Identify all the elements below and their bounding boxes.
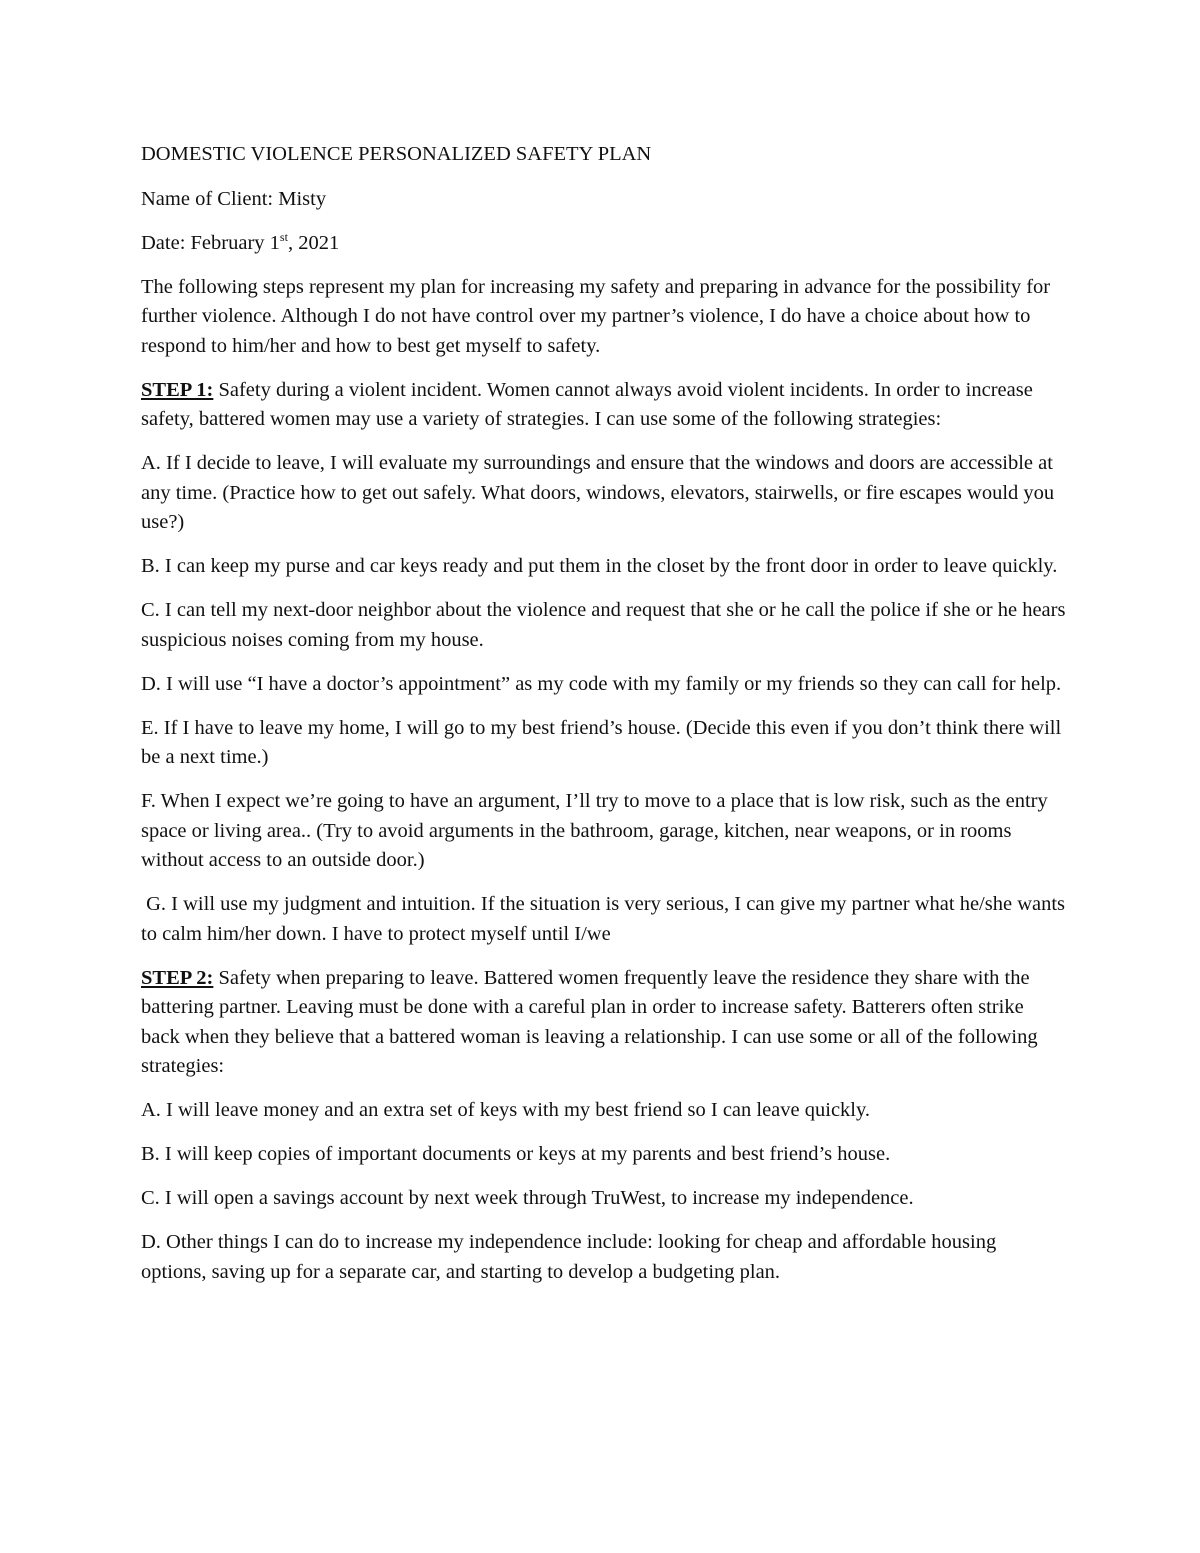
step1-item-f: F. When I expect we’re going to have an argument, I’ll try to move to a place that is low risk, such as the entry space or living area.. (Try to avoid arguments in the bathroom, garage, kitchen, near weapons, or in rooms without access to an outside door.) — [141, 790, 1048, 871]
step1-item-c: C. I can tell my next-door neighbor about the violence and request that she or he call the police if she or he hears suspicious noises coming from my house. — [141, 599, 1066, 651]
date-ordinal-suffix: st — [279, 229, 288, 244]
date-year: , 2021 — [287, 231, 340, 254]
step1-label: STEP 1: — [141, 378, 214, 401]
client-name-line — [141, 185, 1066, 215]
date-label: Date: — [141, 231, 186, 254]
step1-text: Safety during a violent incident. Women cannot always avoid violent incidents. In order to increase safety, battered women may use a variety of strategies. I can use some of the following strategies: — [141, 378, 1033, 430]
step2-item-d: D. Other things I can do to increase my independence include: looking for cheap and affordable housing options, saving up for a separate car, and starting to develop a budgeting plan. — [141, 1231, 997, 1283]
step2-item-c: C. I will open a savings account by next week through TruWest, to increase my independence. — [141, 1187, 914, 1209]
step1-item-g: G. I will use my judgment and intuition. If the situation is very serious, I can give my partner what he/she wants to calm him/her down. I have to protect myself until I/we — [141, 893, 1071, 945]
step2-text: Safety when preparing to leave. Battered women frequently leave the residence they share with the battering partner. Leaving must be done with a careful plan in order to increase safety. Batterers often strike back when they believe that a battered woman is leaving a relationship. I can use some or all of the following strategies: — [141, 966, 1038, 1077]
client-name-label: Name of Client: — [141, 187, 274, 210]
step1-item-e: E. If I have to leave my home, I will go to my best friend’s house. (Decide this even if you don’t think there will be a next time.) — [141, 716, 1062, 768]
step1-item-d: D. I will use “I have a doctor’s appointment” as my code with my family or my friends so they can call for help. — [141, 672, 1062, 695]
date-month-day: February 1 — [190, 231, 280, 254]
step2-item-a: A. I will leave money and an extra set of keys with my best friend so I can leave quickly. — [141, 1099, 871, 1121]
step2-label: STEP 2: — [141, 966, 214, 989]
step1-item-a: A. If I decide to leave, I will evaluate my surroundings and ensure that the windows and doors are accessible at any time. (Practice how to get out safely. What doors, windows, elevators, stairwells, or fire escapes would you use?) — [141, 452, 1055, 533]
document-body — [141, 140, 1071, 1302]
client-name: Misty — [278, 187, 327, 210]
step1-paragraph — [141, 376, 1066, 435]
step1-item-b: B. I can keep my purse and car keys ready and put them in the closet by the front door in order to leave quickly. — [141, 555, 1058, 577]
document-title: DOMESTIC VIOLENCE PERSONALIZED SAFETY PLAN — [141, 143, 652, 165]
date-line — [141, 229, 1066, 259]
step2-item-b: B. I will keep copies of important documents or keys at my parents and best friend’s house. — [141, 1143, 891, 1165]
intro-paragraph: The following steps represent my plan for increasing my safety and preparing in advance for the possibility for further violence. Although I do not have control over my partner’s violence, I do have a choice about how to respond to him/her and how to best get myself to safety. — [141, 275, 1051, 357]
step2-paragraph — [141, 964, 1066, 1082]
